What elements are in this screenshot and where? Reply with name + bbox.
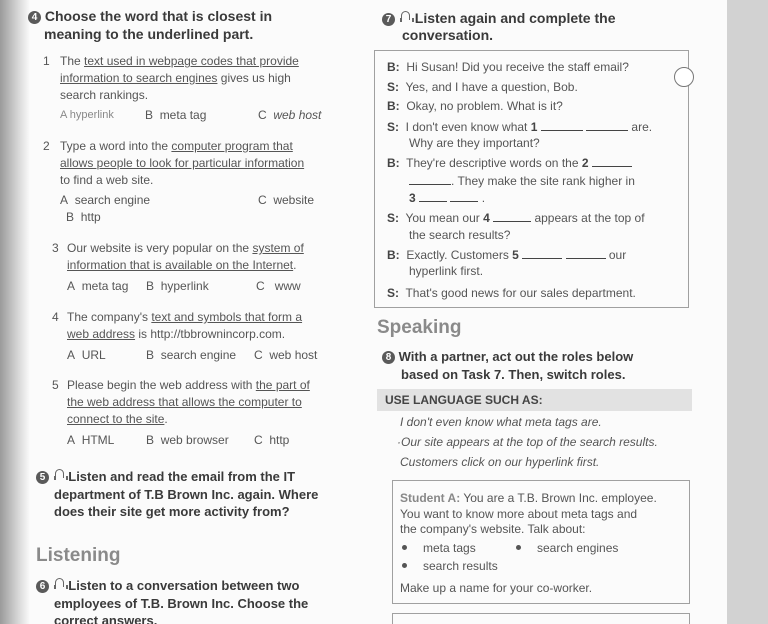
language-header: USE LANGUAGE SUCH AS: bbox=[377, 389, 692, 411]
q2-option-b: B http bbox=[66, 210, 101, 224]
q3-number: 3 bbox=[52, 241, 59, 255]
q2-option-c: C website bbox=[258, 193, 315, 207]
q1-line2: information to search engines gives us high bbox=[60, 71, 291, 85]
dialog-s4: S: That's good news for our sales department. bbox=[387, 286, 636, 300]
listening-title: Listening bbox=[36, 545, 121, 566]
student-a-line2: You want to know more about meta tags and bbox=[400, 507, 638, 521]
dialog-s2-line2: Why are they important? bbox=[409, 136, 540, 150]
task5-number-badge: 5 bbox=[36, 471, 49, 484]
q1-option-a: A hyperlink bbox=[60, 109, 114, 121]
dialog-s3: S: You mean our 4 appears at the top of bbox=[387, 211, 645, 225]
q1-option-c: C web host bbox=[258, 108, 322, 122]
q3-line1: Our website is very popular on the system of bbox=[67, 241, 304, 255]
task5-heading: 5 Listen and read the email from the IT bbox=[36, 469, 295, 484]
q3-option-a: A meta tag bbox=[67, 279, 129, 293]
q1-line3: search rankings. bbox=[60, 88, 149, 102]
closing-instruction: Make up a name for your co-worker. bbox=[400, 581, 593, 595]
audio-icon bbox=[399, 11, 411, 23]
q5-line3: connect to the site. bbox=[67, 412, 168, 426]
task7-heading: 7 Listen again and complete the bbox=[382, 10, 615, 26]
task8-line2: based on Task 7. Then, switch roles. bbox=[401, 367, 626, 382]
q4-option-c: C web host bbox=[254, 348, 318, 362]
phrase-2: ·Our site appears at the top of the search results. bbox=[397, 435, 658, 449]
task6-line3: correct answers. bbox=[54, 613, 158, 624]
q3-line2: information that is available on the Internet. bbox=[67, 258, 297, 272]
phrase-3: Customers click on our hyperlink first. bbox=[400, 455, 600, 469]
q1-option-b: B meta tag bbox=[145, 108, 207, 122]
bullet-meta-tags: meta tags bbox=[402, 541, 476, 555]
student-b-box bbox=[392, 613, 690, 624]
q2-number: 2 bbox=[43, 139, 50, 153]
dialog-b1: B: Hi Susan! Did you receive the staff email? bbox=[387, 60, 629, 74]
dialog-b3: B: They're descriptive words on the 2 bbox=[387, 156, 632, 170]
dialog-b4: B: Exactly. Customers 5 our bbox=[387, 248, 627, 262]
q4-number: 4 bbox=[52, 310, 59, 324]
q5-number: 5 bbox=[52, 378, 59, 392]
task4-heading-line2: meaning to the underlined part. bbox=[44, 26, 254, 42]
task4-heading: 4 Choose the word that is closest in bbox=[28, 8, 272, 24]
q5-line2: the web address that allows the computer to bbox=[67, 395, 302, 409]
task7-number-badge: 7 bbox=[382, 13, 395, 26]
task6-heading: 6 Listen to a conversation between two bbox=[36, 578, 299, 593]
dialog-b2: B: Okay, no problem. What is it? bbox=[387, 99, 563, 113]
task6-line2: employees of T.B. Brown Inc. Choose the bbox=[54, 596, 309, 611]
q2-line2: allows people to look for particular information bbox=[60, 156, 305, 170]
task4-number-badge: 4 bbox=[28, 11, 41, 24]
task8-heading: 8 With a partner, act out the roles below bbox=[382, 349, 633, 364]
task5-line2: department of T.B Brown Inc. again. Where bbox=[54, 487, 319, 502]
q2-line1: Type a word into the computer program that bbox=[60, 139, 293, 153]
scrollbar[interactable] bbox=[727, 0, 768, 624]
dialog-b4-line2: hyperlink first. bbox=[409, 264, 484, 278]
q1-number: 1 bbox=[43, 54, 50, 68]
dialog-s2: S: I don't even know what 1 are. bbox=[387, 120, 653, 134]
q4-line1: The company's text and symbols that form a bbox=[67, 310, 303, 324]
audio-icon bbox=[53, 578, 65, 590]
task6-number-badge: 6 bbox=[36, 580, 49, 593]
dialog-b3-line3: 3 . bbox=[409, 191, 486, 205]
q4-option-b: B search engine bbox=[146, 348, 237, 362]
student-a-line3: the company's website. Talk about: bbox=[400, 522, 586, 536]
q3-option-c: C www bbox=[256, 279, 301, 293]
q5-option-c: C http bbox=[254, 433, 290, 447]
q5-line1: Please begin the web address with the part of bbox=[67, 378, 310, 392]
q2-line3: to find a web site. bbox=[60, 173, 154, 187]
task7-line2: conversation. bbox=[402, 27, 494, 43]
phrase-1: I don't even know what meta tags are. bbox=[400, 415, 602, 429]
task5-line3: does their site get more activity from? bbox=[54, 504, 290, 519]
dialog-s3-line2: the search results? bbox=[409, 228, 511, 242]
q5-option-b: B web browser bbox=[146, 433, 229, 447]
task8-number-badge: 8 bbox=[382, 351, 395, 364]
speaking-title: Speaking bbox=[377, 317, 462, 338]
student-a-line1: Student A: You are a T.B. Brown Inc. employee. bbox=[400, 491, 657, 505]
hole-punch-icon bbox=[674, 67, 694, 87]
bullet-search-results: search results bbox=[402, 559, 498, 573]
q4-option-a: A URL bbox=[67, 348, 106, 362]
audio-icon bbox=[53, 469, 65, 481]
q1-line1: The text used in webpage codes that provide bbox=[60, 54, 299, 68]
q2-option-a: A search engine bbox=[60, 193, 151, 207]
dialog-s1: S: Yes, and I have a question, Bob. bbox=[387, 80, 578, 94]
q4-line2: web address is http://tbbrownincorp.com. bbox=[67, 327, 286, 341]
dialog-b3-line2: . They make the site rank higher in bbox=[409, 174, 635, 188]
q5-option-a: A HTML bbox=[67, 433, 115, 447]
q3-option-b: B hyperlink bbox=[146, 279, 209, 293]
bullet-search-engines: search engines bbox=[516, 541, 618, 555]
